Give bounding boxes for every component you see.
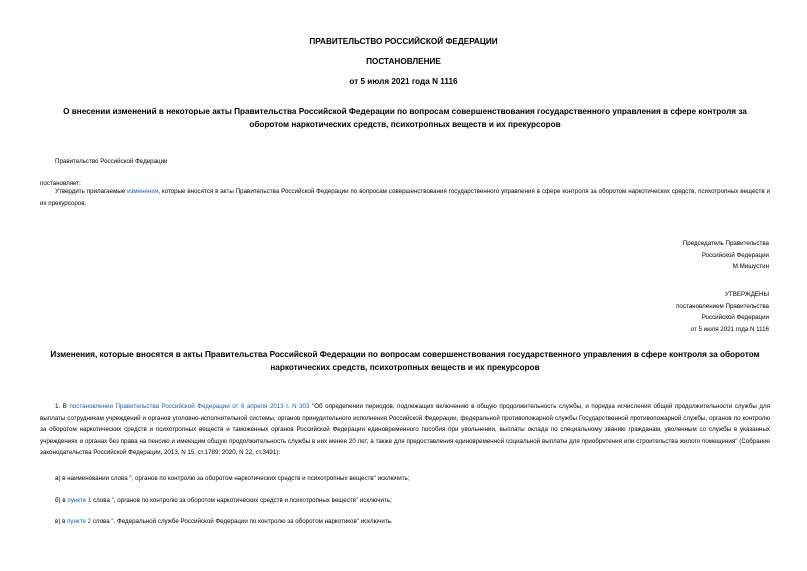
subitem-c: [55, 516, 393, 528]
signature-name: М.Мишустин: [732, 263, 769, 270]
item-1-text: "Об определении периодов, подлежащих включению в общую продолжительность службы, и порядка исчисления общей продолжительности службы для выплаты сотрудникам учреждений и органов уголовно-исполнительной системы, органов принудительного исполнения Российской Федерации, федеральной противопожарной службы Государственной противопожарной службы, органов по контролю за оборотом наркотических средств и психотропных веществ и таможенных органов Российской Федерации единовременного пособия при увольнении, выплаты оклада по специальному званию гражданам, уволенным со службы в указанных учреждениях и органах без права на пенсию и имеющим общую продолжительность службы в них менее 20 лет, а также для предоставления единовременной социальной выплаты для приобретения или строительства жилого помещения" (Собрание законодательства Российской Федерации, 2013, N 15, ст.1789; 2020, N 22, ст.3491):: [40, 403, 770, 456]
approve-text-after: , которые вносятся в акты Правительства Российской Федерации по вопросам совершенствования государственного управления в сфере контроля за оборотом наркотических средств, психотропных веществ и их прекурсоров.: [40, 188, 770, 207]
changes-title: Изменения, которые вносятся в акты Правительства Российской Федерации по вопросам совершенствования государственного управления в сфере контроля за оборотом наркотических средств, психотропных веществ и их прекурсоров: [50, 350, 760, 372]
approve-paragraph: [40, 186, 770, 209]
government-header: ПРАВИТЕЛЬСТВО РОССИЙСКОЙ ФЕДЕРАЦИИ: [309, 37, 498, 46]
approval-stamp: УТВЕРЖДЕНЫ: [725, 291, 769, 298]
approve-text-before: Утвердить прилагаемые: [55, 188, 128, 195]
document-date-number: от 5 июля 2021 года N 1116: [349, 77, 458, 86]
approval-by: постановлением Правительства: [676, 302, 769, 310]
document-title: О внесении изменений в некоторые акты Правительства Российской Федерации по вопросам совершенствования государственного управления в сфере контроля за оборотом наркотических средств, психотропных веществ и их прекурсоров: [63, 107, 747, 129]
point-2-link[interactable]: пункте 2: [67, 518, 92, 525]
subitem-b: [55, 495, 392, 507]
approval-date: от 5 июля 2021 года N 1116: [690, 325, 769, 333]
issuer-text: Правительство Российской Федерации: [55, 158, 168, 165]
subitem-b-text: слова ", органов по контролю за оборотом наркотических средств и психотропных веществ" исключить;: [91, 497, 392, 504]
decree-303-link[interactable]: постановлении Правительства Российской Федерации от 6 апреля 2013 г. N 303: [69, 403, 310, 410]
item-1-number: 1. В: [55, 403, 70, 410]
point-1-link[interactable]: пункте 1: [67, 497, 92, 504]
subitem-a: а) в наименовании слова ", органов по контролю за оборотом наркотических средств и психотропных веществ" исключить;: [55, 475, 410, 482]
signature-block: [683, 238, 769, 273]
approval-block: [676, 289, 769, 335]
changes-link[interactable]: изменения: [127, 188, 159, 195]
subitem-c-prefix: в) в: [55, 518, 68, 525]
document-type: ПОСТАНОВЛЕНИЕ: [366, 57, 441, 66]
approval-country: Российской Федерации: [701, 314, 769, 321]
decides-text: постановляет:: [40, 180, 81, 187]
item-1-paragraph: [40, 401, 770, 459]
subitem-b-prefix: б) в: [55, 497, 68, 504]
signature-position: Председатель Правительства: [682, 240, 769, 247]
subitem-c-text: слова ", Федеральной службе Российской Федерации по контролю за оборотом наркотиков" исключить.: [91, 518, 393, 525]
signature-country: Российской Федерации: [701, 251, 769, 259]
